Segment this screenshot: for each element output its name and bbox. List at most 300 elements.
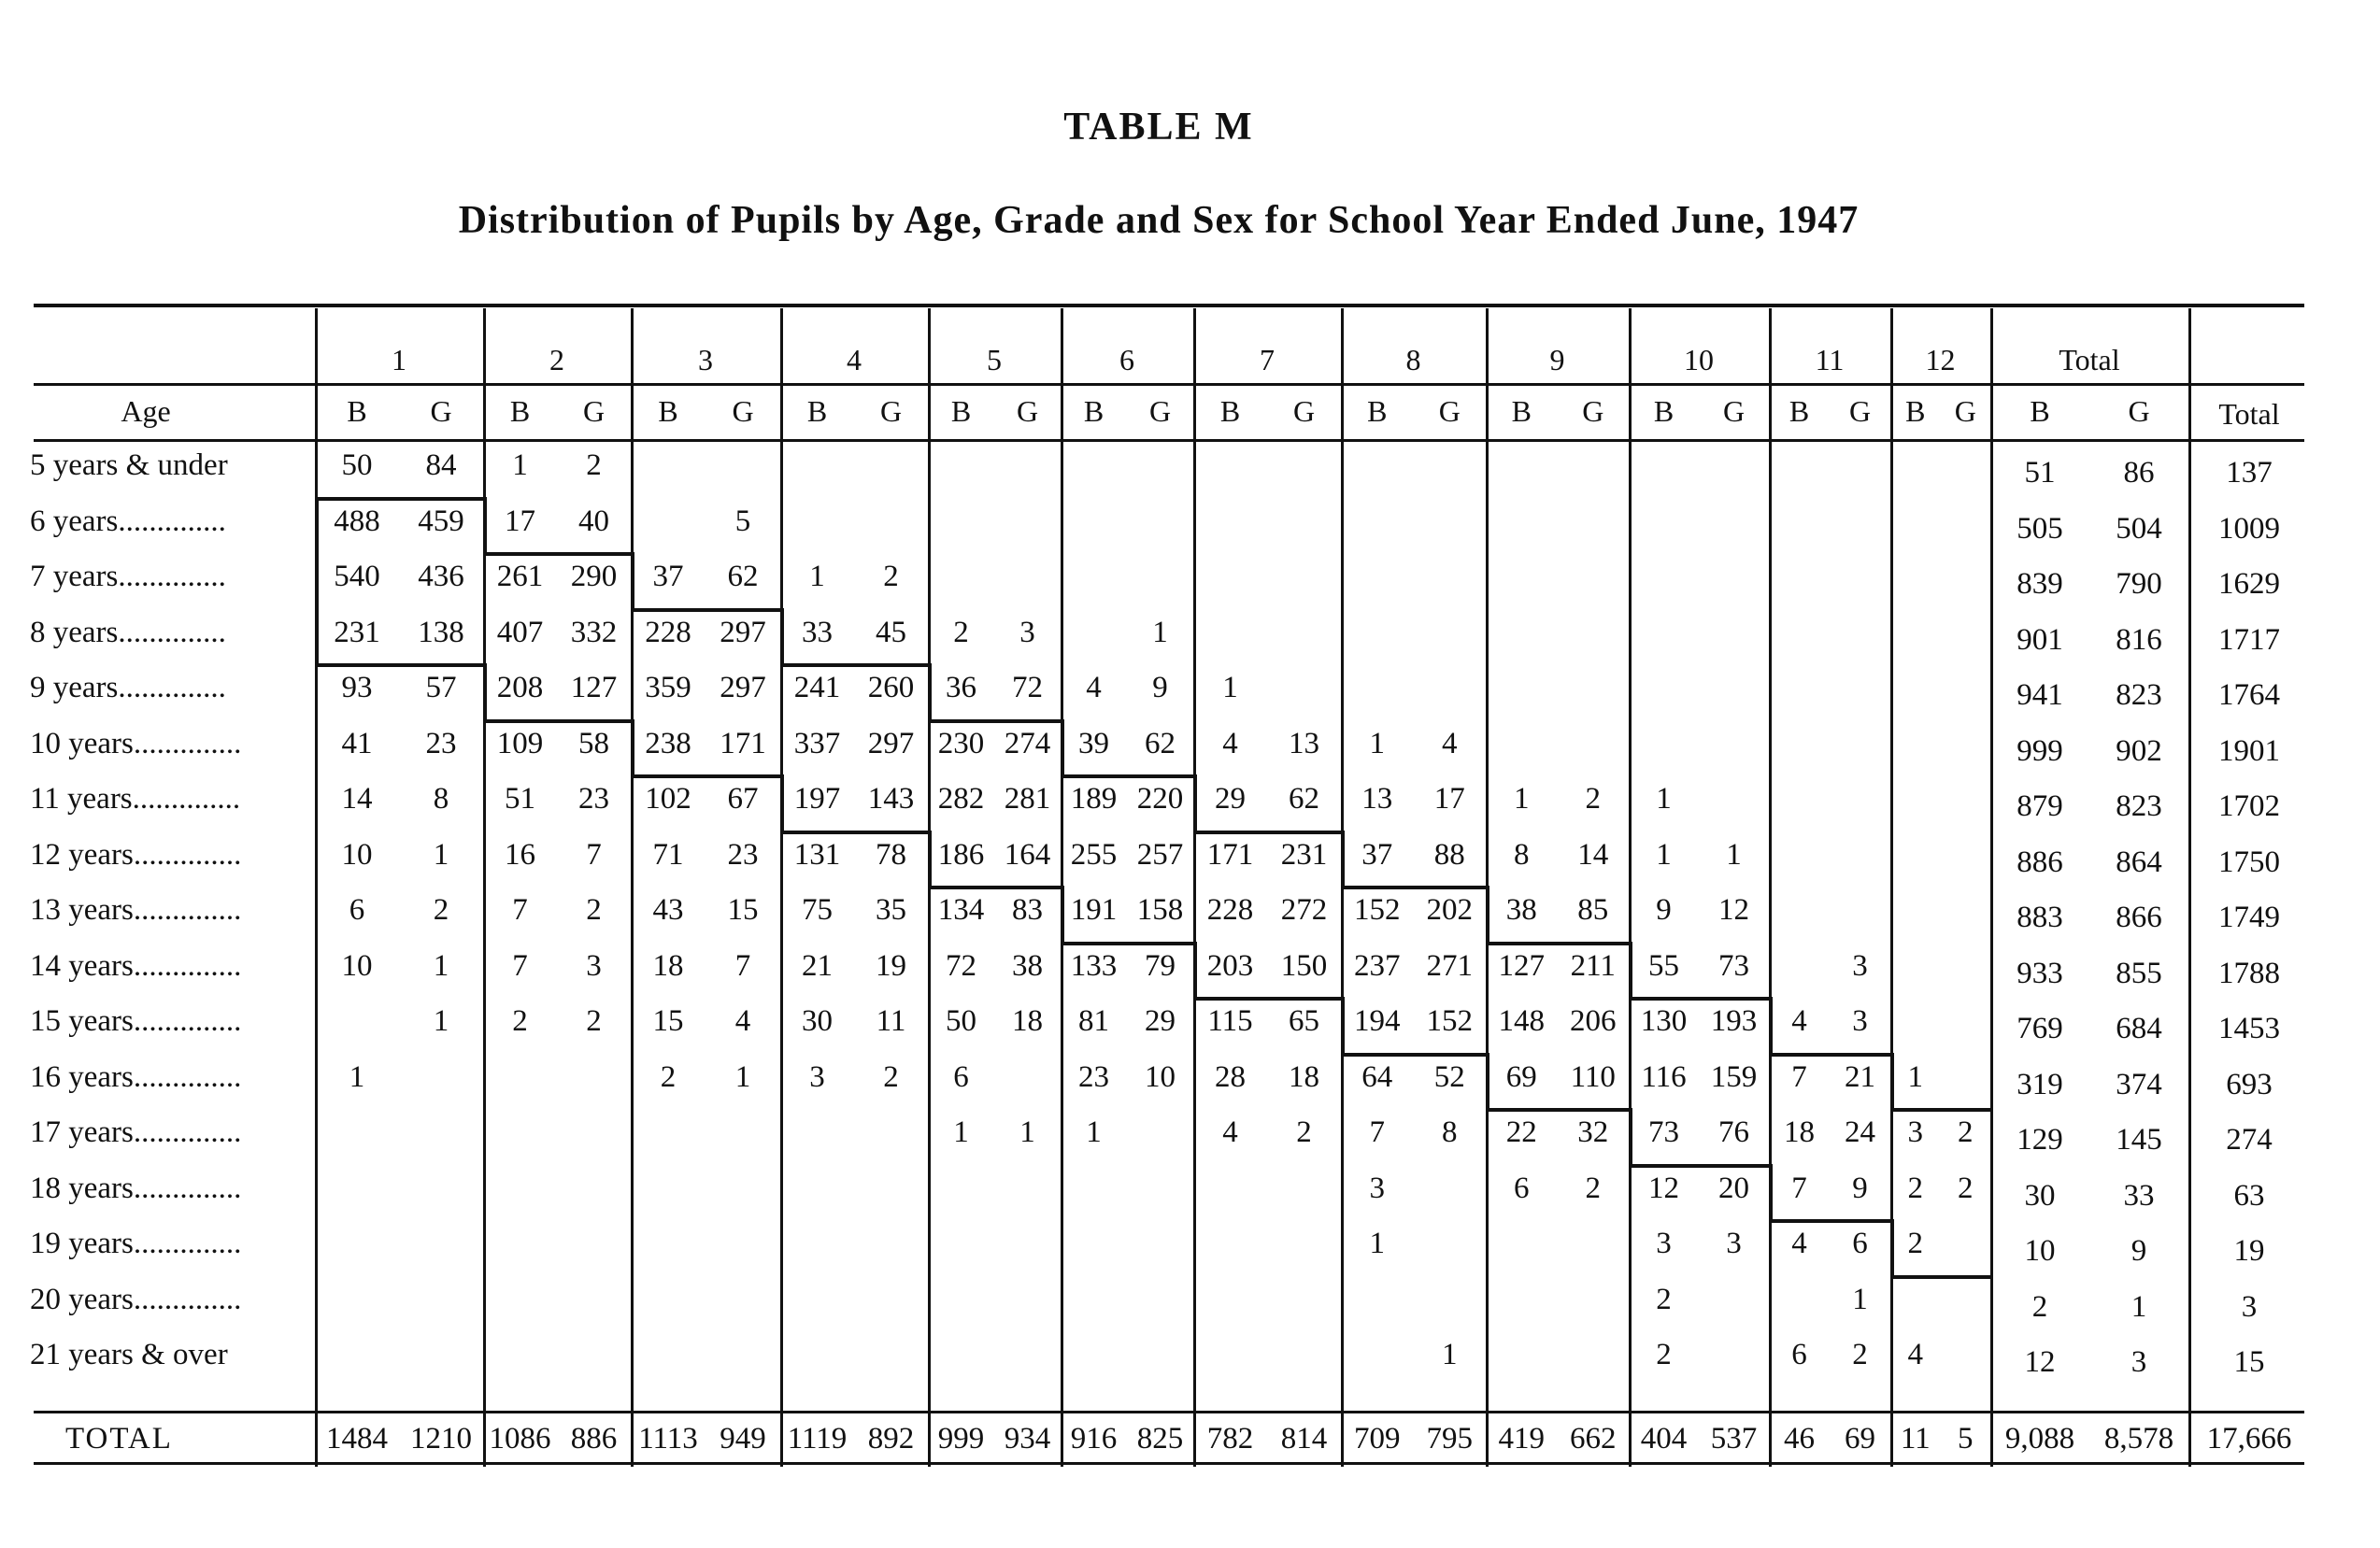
total-boys-cell: 10 bbox=[2024, 1234, 2056, 1268]
age-grade-boundary bbox=[631, 719, 634, 779]
total-row-cell: 9,088 bbox=[2004, 1422, 2075, 1456]
table-cell: 186 bbox=[937, 837, 985, 872]
age-label: 16 years.............. bbox=[30, 1059, 242, 1094]
table-cell: 9 bbox=[1152, 671, 1168, 704]
age-grade-boundary bbox=[1629, 1108, 1632, 1168]
table-cell: 2 bbox=[953, 615, 969, 649]
table-cell: 24 bbox=[1845, 1115, 1875, 1149]
total-boys-cell: 941 bbox=[2017, 678, 2063, 712]
table-cell: 71 bbox=[652, 837, 684, 872]
grand-total-cell: 3 bbox=[2241, 1289, 2258, 1324]
total-boys-cell: 839 bbox=[2017, 567, 2063, 601]
table-cell: 1 bbox=[1852, 1282, 1868, 1316]
age-label: 7 years.............. bbox=[30, 560, 226, 593]
grade-header: 6 bbox=[1119, 343, 1134, 376]
table-cell: 281 bbox=[1004, 782, 1051, 816]
girls-header: G bbox=[582, 394, 606, 428]
table-cell: 1 bbox=[1019, 1115, 1035, 1149]
grade-header: 2 bbox=[549, 343, 564, 376]
age-grade-boundary bbox=[1629, 997, 1772, 1001]
total-row-cell: 892 bbox=[867, 1422, 915, 1456]
age-label: 10 years.............. bbox=[30, 726, 242, 760]
table-cell: 1 bbox=[1222, 671, 1238, 704]
horizontal-rule bbox=[34, 439, 2304, 442]
grade-header: 4 bbox=[847, 343, 862, 376]
grand-total-cell: 693 bbox=[2226, 1067, 2273, 1101]
grade-header: 7 bbox=[1260, 343, 1275, 376]
age-grade-boundary bbox=[1629, 1164, 1772, 1168]
total-row-cell: 999 bbox=[937, 1422, 985, 1456]
total-row-cell: 916 bbox=[1070, 1422, 1118, 1456]
girls-header: G bbox=[1582, 394, 1604, 428]
total-label: TOTAL bbox=[65, 1422, 173, 1456]
table-cell: 69 bbox=[1505, 1059, 1537, 1094]
table-cell: 3 bbox=[1369, 1171, 1385, 1205]
table-cell: 72 bbox=[1012, 671, 1043, 704]
table-cell: 38 bbox=[1012, 948, 1043, 983]
table-cell: 6 bbox=[1852, 1227, 1868, 1260]
table-cell: 37 bbox=[1361, 837, 1393, 872]
age-grade-boundary bbox=[1890, 1108, 1993, 1112]
table-cell: 39 bbox=[1078, 726, 1109, 760]
age-label: 9 years.............. bbox=[30, 671, 226, 704]
table-cell: 62 bbox=[727, 560, 759, 593]
table-cell: 148 bbox=[1498, 1004, 1545, 1038]
table-cell: 2 bbox=[1656, 1282, 1672, 1316]
table-cell: 1 bbox=[512, 448, 528, 482]
table-cell: 3 bbox=[809, 1059, 825, 1094]
girls-header: G bbox=[1722, 394, 1746, 428]
table-cell: 12 bbox=[1648, 1171, 1679, 1205]
total-row-cell: 8,578 bbox=[2103, 1422, 2174, 1456]
age-grade-boundary bbox=[1341, 997, 1345, 1057]
total-group-header: Total bbox=[2059, 343, 2120, 376]
table-cell: 7 bbox=[1791, 1171, 1807, 1205]
age-label: 12 years.............. bbox=[30, 837, 242, 872]
total-row-cell: 709 bbox=[1354, 1422, 1401, 1456]
grand-total-cell: 274 bbox=[2226, 1123, 2273, 1157]
table-cell: 7 bbox=[586, 837, 602, 872]
age-grade-boundary bbox=[780, 831, 931, 834]
total-row-cell: 782 bbox=[1206, 1422, 1254, 1456]
boys-header: B bbox=[347, 394, 367, 428]
horizontal-rule bbox=[34, 304, 2304, 307]
table-cell: 241 bbox=[793, 671, 841, 704]
table-cell: 12 bbox=[1718, 893, 1749, 927]
grand-total-cell: 1629 bbox=[2218, 567, 2280, 601]
table-cell: 272 bbox=[1280, 893, 1328, 927]
grade-header: 5 bbox=[987, 343, 1002, 376]
age-grade-boundary bbox=[928, 663, 932, 723]
table-cell: 29 bbox=[1215, 782, 1246, 816]
grade-header: 12 bbox=[1925, 343, 1956, 376]
table-cell: 29 bbox=[1145, 1004, 1176, 1038]
table-cell: 23 bbox=[425, 726, 457, 760]
column-divider bbox=[1193, 308, 1196, 1467]
table-cell: 78 bbox=[876, 837, 906, 872]
table-cell: 228 bbox=[645, 615, 691, 649]
age-grade-boundary bbox=[1061, 886, 1064, 945]
table-cell: 2 bbox=[883, 1059, 899, 1094]
table-cell: 238 bbox=[645, 726, 691, 760]
horizontal-rule bbox=[34, 1462, 2304, 1465]
column-divider bbox=[1769, 308, 1772, 1467]
table-cell: 164 bbox=[1004, 837, 1051, 872]
table-cell: 1 bbox=[433, 948, 449, 983]
grade-header: 11 bbox=[1815, 343, 1845, 376]
girls-header: G bbox=[1292, 394, 1316, 428]
table-cell: 1 bbox=[433, 837, 449, 872]
table-cell: 40 bbox=[578, 504, 609, 538]
age-label: 15 years.............. bbox=[30, 1004, 242, 1038]
table-cell: 158 bbox=[1136, 893, 1184, 927]
total-girls-cell: 86 bbox=[2123, 456, 2155, 490]
table-cell: 41 bbox=[341, 726, 373, 760]
total-row-cell: 11 bbox=[1900, 1422, 1931, 1456]
table-cell: 9 bbox=[1852, 1171, 1868, 1205]
table-cell: 116 bbox=[1641, 1059, 1687, 1094]
table-cell: 271 bbox=[1426, 948, 1473, 983]
table-cell: 2 bbox=[586, 448, 602, 482]
table-cell: 10 bbox=[1145, 1059, 1176, 1094]
table-cell: 84 bbox=[425, 448, 457, 482]
table-cell: 127 bbox=[570, 671, 618, 704]
table-cell: 18 bbox=[1289, 1059, 1319, 1094]
table-cell: 8 bbox=[1514, 837, 1530, 872]
total-boys-cell: 883 bbox=[2017, 901, 2063, 934]
table-cell: 1 bbox=[1369, 726, 1385, 760]
age-grade-boundary bbox=[1341, 886, 1489, 889]
total-girls-cell: 33 bbox=[2123, 1178, 2155, 1213]
table-cell: 150 bbox=[1280, 948, 1328, 983]
age-label: 20 years.............. bbox=[30, 1282, 242, 1316]
age-label: 19 years.............. bbox=[30, 1227, 242, 1260]
total-boys-cell: 505 bbox=[2017, 511, 2063, 546]
total-girls-cell: 1 bbox=[2131, 1289, 2147, 1324]
table-cell: 1 bbox=[433, 1004, 449, 1038]
total-boys-cell: 933 bbox=[2017, 956, 2063, 990]
table-cell: 332 bbox=[570, 615, 618, 649]
table-cell: 436 bbox=[418, 560, 464, 593]
table-cell: 359 bbox=[645, 671, 691, 704]
table-cell: 14 bbox=[1577, 837, 1609, 872]
age-grade-boundary bbox=[1193, 997, 1344, 1001]
table-cell: 50 bbox=[341, 448, 373, 482]
total-girls-cell: 816 bbox=[2116, 622, 2162, 657]
table-cell: 138 bbox=[418, 615, 464, 649]
column-divider bbox=[780, 308, 783, 1467]
age-grade-boundary bbox=[1486, 1108, 1632, 1112]
boys-header: B bbox=[950, 394, 972, 428]
boys-header: B bbox=[1219, 394, 1241, 428]
table-cell: 18 bbox=[1784, 1115, 1815, 1149]
table-cell: 52 bbox=[1433, 1059, 1465, 1094]
total-girls-cell: 855 bbox=[2116, 956, 2162, 990]
table-cell: 17 bbox=[505, 504, 535, 538]
age-grade-boundary bbox=[1890, 1053, 1894, 1113]
total-row-cell: 662 bbox=[1570, 1422, 1617, 1456]
table-cell: 7 bbox=[512, 893, 528, 927]
table-cell: 55 bbox=[1648, 948, 1679, 983]
total-boys-cell: 30 bbox=[2024, 1178, 2056, 1213]
table-cell: 18 bbox=[1012, 1004, 1043, 1038]
girls-header: G bbox=[1148, 394, 1172, 428]
table-cell: 6 bbox=[1514, 1171, 1530, 1205]
age-grade-boundary bbox=[631, 608, 783, 612]
grand-total-cell: 1901 bbox=[2218, 733, 2280, 768]
total-boys-cell: 879 bbox=[2017, 789, 2063, 823]
table-cell: 1 bbox=[734, 1059, 751, 1094]
grade-header: 9 bbox=[1549, 343, 1565, 376]
table-cell: 3 bbox=[586, 948, 602, 983]
total-boys-cell: 886 bbox=[2017, 845, 2063, 879]
grand-total-cell: 63 bbox=[2233, 1178, 2265, 1213]
girls-header: G bbox=[1954, 394, 1976, 428]
horizontal-rule bbox=[34, 383, 2304, 386]
table-cell: 73 bbox=[1648, 1115, 1679, 1149]
table-cell: 191 bbox=[1070, 893, 1118, 927]
total-girls-cell: 374 bbox=[2116, 1067, 2162, 1101]
grand-total-cell: 1788 bbox=[2218, 956, 2280, 990]
table-cell: 4 bbox=[1907, 1338, 1923, 1371]
table-cell: 32 bbox=[1577, 1115, 1609, 1149]
table-cell: 2 bbox=[1585, 782, 1601, 816]
table-cell: 7 bbox=[1369, 1115, 1385, 1149]
table-cell: 7 bbox=[734, 948, 751, 983]
grand-total-cell: 137 bbox=[2226, 456, 2273, 490]
table-cell: 197 bbox=[793, 782, 841, 816]
age-grade-boundary bbox=[1486, 1053, 1489, 1113]
table-cell: 488 bbox=[334, 504, 380, 538]
table-cell: 459 bbox=[418, 504, 464, 538]
total-girls-cell: 790 bbox=[2116, 567, 2162, 601]
boys-header: B bbox=[806, 394, 828, 428]
table-cell: 193 bbox=[1710, 1004, 1758, 1038]
table-cell: 3 bbox=[1019, 615, 1035, 649]
age-grade-boundary bbox=[1769, 1219, 1893, 1223]
age-grade-boundary bbox=[1061, 719, 1064, 779]
total-girls-cell: 866 bbox=[2116, 901, 2162, 934]
table-cell: 206 bbox=[1570, 1004, 1617, 1038]
table-cell: 202 bbox=[1426, 893, 1473, 927]
total-girls-cell: 902 bbox=[2116, 733, 2162, 768]
table-cell: 9 bbox=[1656, 893, 1672, 927]
table-cell: 231 bbox=[334, 615, 380, 649]
table-cell: 2 bbox=[1656, 1338, 1672, 1371]
age-grade-boundary bbox=[1341, 1053, 1489, 1057]
table-cell: 1 bbox=[1369, 1227, 1385, 1260]
grand-total-cell: 1750 bbox=[2218, 845, 2280, 879]
total-girls-cell: 504 bbox=[2116, 511, 2162, 546]
table-cell: 13 bbox=[1289, 726, 1319, 760]
table-cell: 88 bbox=[1433, 837, 1465, 872]
age-grade-boundary bbox=[928, 886, 1063, 889]
table-cell: 3 bbox=[1907, 1115, 1923, 1149]
table-cell: 58 bbox=[578, 726, 609, 760]
total-row-cell: 537 bbox=[1710, 1422, 1758, 1456]
age-grade-boundary bbox=[1061, 774, 1196, 778]
total-row-cell: 814 bbox=[1280, 1422, 1328, 1456]
table-cell: 208 bbox=[496, 671, 544, 704]
total-boys-cell: 12 bbox=[2024, 1345, 2056, 1379]
table-cell: 109 bbox=[496, 726, 544, 760]
table-cell: 2 bbox=[1958, 1115, 1974, 1149]
age-grade-boundary bbox=[483, 663, 487, 723]
table-cell: 2 bbox=[1907, 1227, 1923, 1260]
table-cell: 1 bbox=[1656, 782, 1672, 816]
table-cell: 220 bbox=[1136, 782, 1184, 816]
girls-header: G bbox=[1016, 394, 1039, 428]
table-cell: 64 bbox=[1361, 1059, 1393, 1094]
girls-header: G bbox=[430, 394, 452, 428]
table-cell: 65 bbox=[1289, 1004, 1319, 1038]
table-cell: 15 bbox=[652, 1004, 684, 1038]
total-row-cell: 825 bbox=[1136, 1422, 1184, 1456]
table-cell: 23 bbox=[727, 837, 759, 872]
boys-header: B bbox=[509, 394, 531, 428]
age-grade-boundary bbox=[1629, 942, 1632, 1001]
table-cell: 115 bbox=[1207, 1004, 1253, 1038]
table-cell: 127 bbox=[1498, 948, 1545, 983]
total-girls-cell: 3 bbox=[2131, 1345, 2147, 1379]
total-row-cell: 1113 bbox=[638, 1422, 698, 1456]
age-grade-boundary bbox=[315, 497, 486, 501]
table-cell: 230 bbox=[937, 726, 985, 760]
table-cell: 337 bbox=[793, 726, 841, 760]
table-cell: 17 bbox=[1433, 782, 1465, 816]
age-grade-boundary bbox=[1341, 831, 1345, 890]
table-cell: 228 bbox=[1206, 893, 1254, 927]
age-grade-boundary bbox=[928, 831, 932, 890]
table-cell: 38 bbox=[1505, 893, 1537, 927]
table-cell: 7 bbox=[1791, 1059, 1807, 1094]
age-label: 6 years.............. bbox=[30, 504, 226, 538]
table-cell: 21 bbox=[1845, 1059, 1875, 1094]
horizontal-rule bbox=[34, 1411, 2304, 1413]
column-divider bbox=[1890, 308, 1893, 1467]
total-boys-cell: 51 bbox=[2024, 456, 2056, 490]
table-cell: 15 bbox=[727, 893, 759, 927]
table-cell: 4 bbox=[1791, 1004, 1807, 1038]
table-cell: 203 bbox=[1206, 948, 1254, 983]
table-cell: 231 bbox=[1280, 837, 1328, 872]
table-cell: 134 bbox=[937, 893, 985, 927]
table-cell: 540 bbox=[334, 560, 380, 593]
table-cell: 8 bbox=[1442, 1115, 1458, 1149]
girls-header: G bbox=[1848, 394, 1872, 428]
table-cell: 2 bbox=[660, 1059, 677, 1094]
column-divider bbox=[631, 308, 634, 1467]
grand-total-cell: 1749 bbox=[2218, 901, 2280, 934]
table-cell: 45 bbox=[876, 615, 906, 649]
table-title: TABLE M bbox=[1063, 106, 1254, 149]
age-grade-boundary bbox=[1769, 997, 1773, 1057]
total-row-cell: 1210 bbox=[410, 1422, 472, 1456]
table-cell: 1 bbox=[1907, 1059, 1923, 1094]
girls-header: G bbox=[879, 394, 903, 428]
table-cell: 110 bbox=[1570, 1059, 1616, 1094]
total-girls-cell: 864 bbox=[2116, 845, 2162, 879]
table-cell: 21 bbox=[802, 948, 833, 983]
age-grade-boundary bbox=[1890, 1275, 1993, 1279]
total-girls-cell: 823 bbox=[2116, 789, 2162, 823]
age-label: 13 years.............. bbox=[30, 893, 242, 927]
total-boys-cell: 901 bbox=[2017, 622, 2063, 657]
age-label: 5 years & under bbox=[30, 448, 228, 482]
grand-total-cell: 1702 bbox=[2218, 789, 2280, 823]
boys-header: B bbox=[1511, 394, 1532, 428]
table-cell: 50 bbox=[946, 1004, 976, 1038]
table-cell: 72 bbox=[946, 948, 976, 983]
girls-header: G bbox=[2128, 394, 2150, 428]
total-row-cell: 795 bbox=[1426, 1422, 1473, 1456]
table-cell: 1 bbox=[809, 560, 825, 593]
age-label: 11 years.............. bbox=[30, 782, 241, 816]
grand-total-cell: 1453 bbox=[2218, 1012, 2280, 1045]
total-row-cell: 404 bbox=[1640, 1422, 1688, 1456]
table-cell: 297 bbox=[720, 615, 766, 649]
table-cell: 16 bbox=[505, 837, 535, 872]
age-grade-boundary bbox=[483, 719, 634, 723]
grade-header: 8 bbox=[1405, 343, 1421, 376]
table-cell: 4 bbox=[1222, 1115, 1238, 1149]
table-cell: 62 bbox=[1145, 726, 1176, 760]
table-cell: 75 bbox=[802, 893, 833, 927]
table-cell: 11 bbox=[876, 1004, 906, 1038]
grand-total-cell: 15 bbox=[2233, 1345, 2265, 1379]
age-grade-boundary bbox=[315, 497, 319, 668]
age-grade-boundary bbox=[483, 552, 634, 556]
table-cell: 102 bbox=[645, 782, 691, 816]
table-cell: 297 bbox=[867, 726, 915, 760]
table-cell: 194 bbox=[1354, 1004, 1401, 1038]
table-cell: 1 bbox=[1656, 837, 1672, 872]
table-cell: 407 bbox=[496, 615, 544, 649]
table-cell: 211 bbox=[1570, 948, 1616, 983]
table-cell: 133 bbox=[1070, 948, 1118, 983]
table-cell: 159 bbox=[1710, 1059, 1758, 1094]
total-boys-cell: 129 bbox=[2017, 1123, 2063, 1157]
table-cell: 36 bbox=[946, 671, 976, 704]
table-cell: 1 bbox=[1152, 615, 1168, 649]
total-boys-cell: 2 bbox=[2031, 1289, 2048, 1324]
total-girls-cell: 684 bbox=[2116, 1012, 2162, 1045]
table-cell: 171 bbox=[1206, 837, 1254, 872]
table-cell: 131 bbox=[793, 837, 841, 872]
table-cell: 4 bbox=[1086, 671, 1102, 704]
total-row-cell: 419 bbox=[1498, 1422, 1545, 1456]
table-cell: 79 bbox=[1145, 948, 1176, 983]
boys-header: B bbox=[1083, 394, 1104, 428]
total-row-cell: 886 bbox=[570, 1422, 618, 1456]
table-cell: 7 bbox=[512, 948, 528, 983]
age-grade-boundary bbox=[1486, 886, 1489, 945]
age-grade-boundary bbox=[1061, 942, 1196, 945]
total-row-cell: 1119 bbox=[787, 1422, 848, 1456]
table-cell: 1 bbox=[953, 1115, 969, 1149]
grade-header: 1 bbox=[392, 343, 406, 376]
boys-header: B bbox=[1905, 394, 1926, 428]
grand-total-header: Total bbox=[2218, 397, 2280, 431]
table-cell: 43 bbox=[652, 893, 684, 927]
age-label: 18 years.............. bbox=[30, 1171, 242, 1205]
boys-header: B bbox=[2030, 394, 2050, 428]
table-cell: 297 bbox=[720, 671, 766, 704]
table-cell: 1 bbox=[349, 1059, 365, 1094]
table-cell: 189 bbox=[1070, 782, 1118, 816]
table-cell: 19 bbox=[876, 948, 906, 983]
table-cell: 28 bbox=[1215, 1059, 1246, 1094]
